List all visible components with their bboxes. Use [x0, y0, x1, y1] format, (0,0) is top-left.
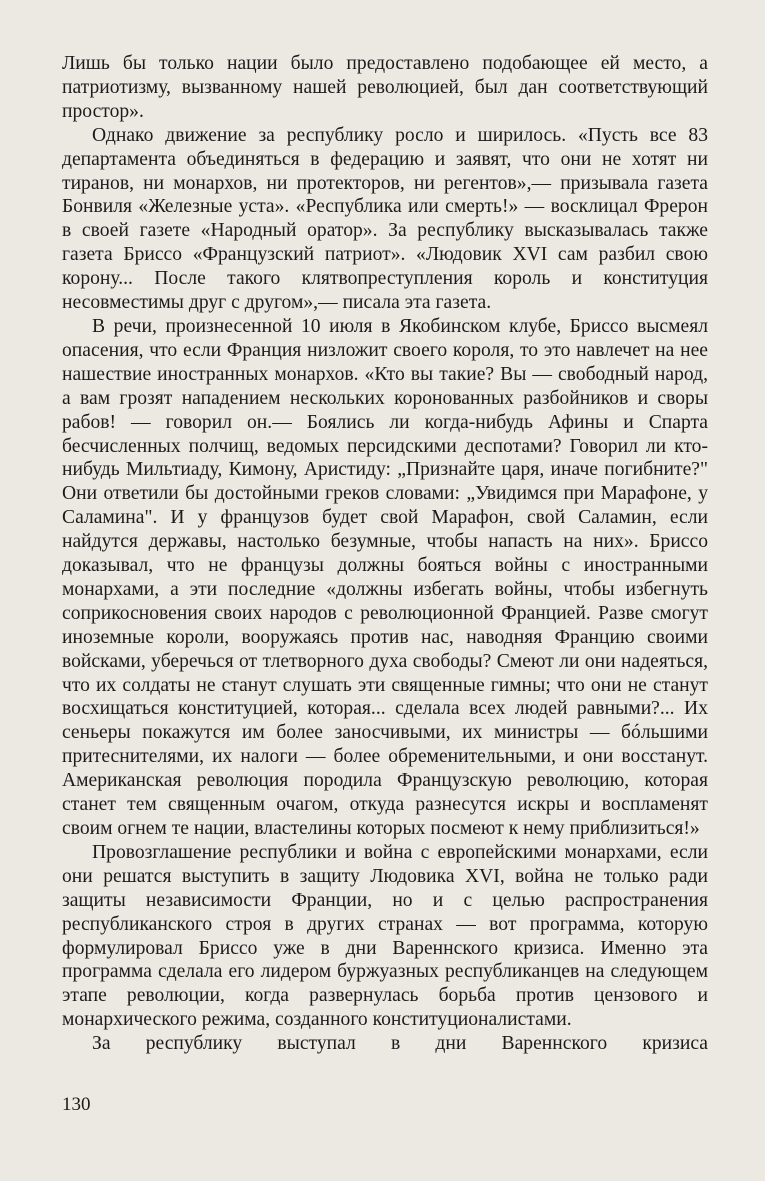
- page-number: 130: [62, 1094, 91, 1115]
- paragraph-5: За республику выступал в дни Вареннского кризиса: [92, 1033, 708, 1055]
- paragraph-2: Однако движение за республику росло и ширилось. «Пусть все 83 департамента объединяться в федерацию и заявят, что они не хотят ни тиранов, ни монархов, ни протекторов, ни регентов»,— призывала газета Бонвиля «Железные уста». «Республика или смерть!» — восклицал Фрерон в своей газете «Народный оратор». За республику высказывалась также газета Бриссо «Французский патриот». «Людовик XVI сам разбил свою корону... После такого клятвопреступления король и конституция несовместимы друг с другом»,— писала эта газета.: [62, 124, 708, 314]
- paragraph-3: В речи, произнесенной 10 июля в Якобинском клубе, Бриссо высмеял опасения, что если Франция низложит своего короля, то это навлечет на нее нашествие иностранных монархов. «Кто вы такие? Вы — свободный народ, а вам грозят нападением нескольких коронованных разбойников и своры рабов! — говорил он.— Боялись ли когда-нибудь Афины и Спарта бесчисленных полчищ, ведомых персидскими деспотами? Говорил ли кто-нибудь Мильтиаду, Кимону, Аристиду: „Признайте царя, иначе погибните?" Они ответили бы достойными греков словами: „Увидимся при Марафоне, у Саламина". И у французов будет свой Марафон, свой Саламин, если найдутся державы, настолько безумные, чтобы напасть на них». Бриссо доказывал, что не французы должны бояться войны с иностранными монархами, а эти последние «должны избегать войны, чтобы избегнуть соприкосновения своих народов с революционной Францией. Разве смогут иноземные короли, вооружаясь против нас, наводняя Францию своими войсками, уберечься от тлетворного духа свободы? Смеют ли они надеяться, что их солдаты не станут слушать эти священные гимны; что они не станут восхищаться конституцией, которая... сделала всех людей равными?... Их сеньеры покажутся им более заносчивыми, их министры — бóльшими притеснителями, их налоги — более обременительными, и они восстанут. Американская революция породила Французскую революцию, которая станет тем священным очагом, откуда разнесутся искры и воспламенят своим огнем те нации, властелины которых посмеют к нему приблизиться!»: [62, 315, 708, 839]
- paragraph-1: Лишь бы только нации было предоставлено подобающее ей место, а патриотизму, вызванному нашей революцией, был дан соответствующий простор».: [62, 53, 708, 122]
- page-text: [62, 52, 708, 1056]
- paragraph-4: Провозглашение республики и война с европейскими монархами, если они решатся выступить в защиту Людовика XVI, война не только ради защиты независимости Франции, но и с целью распространения республиканского строя в других странах — вот программа, которую формулировал Бриссо уже в дни Вареннского кризиса. Именно эта программа сделала его лидером буржуазных республиканцев на следующем этапе революции, когда развернулась борьба против цензового и монархического режима, созданного конституционалистами.: [62, 841, 708, 1031]
